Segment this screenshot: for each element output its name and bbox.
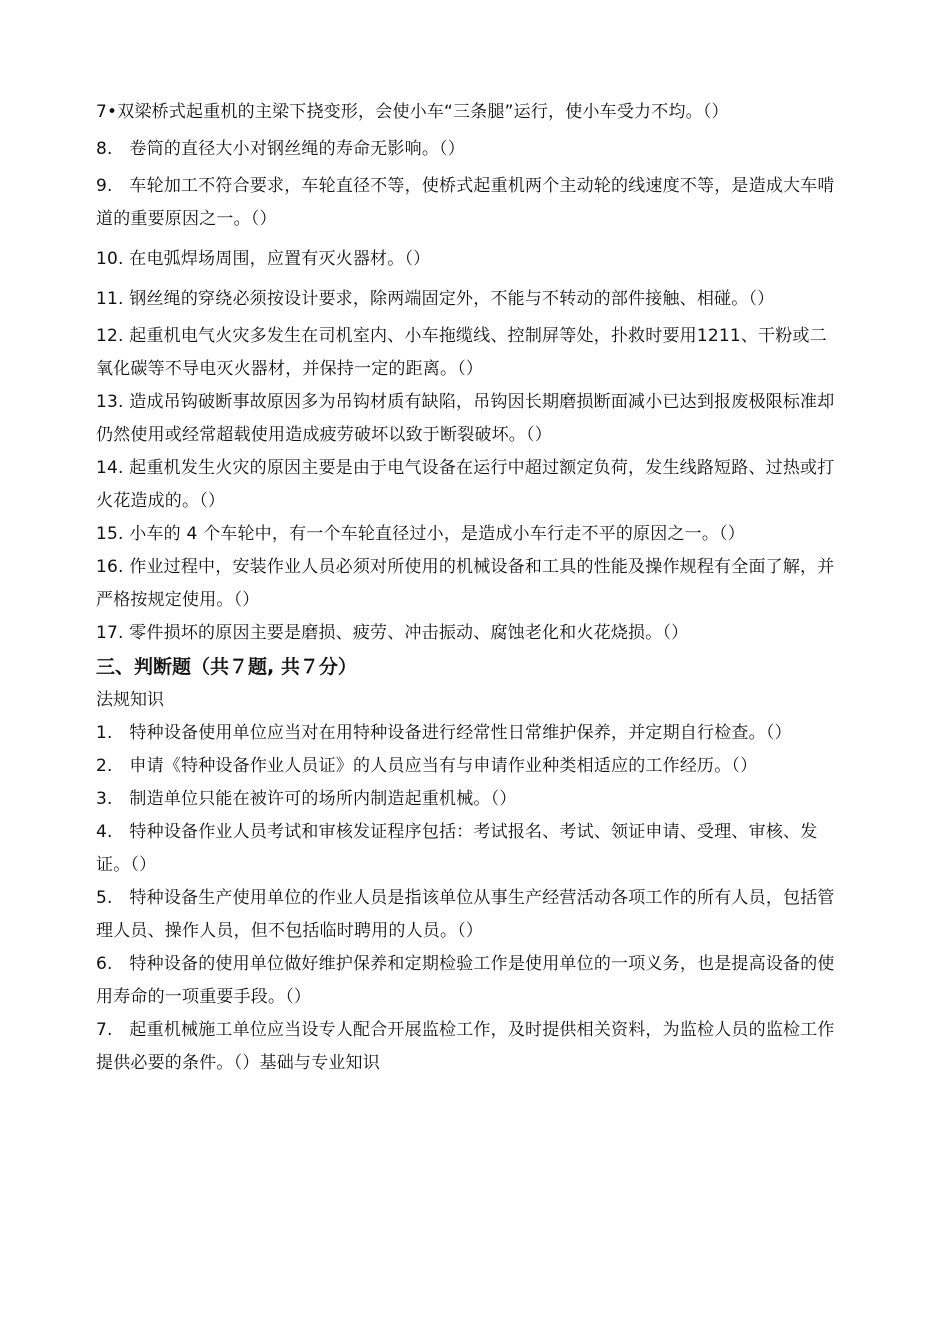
question-15: 15. 小车的 4 个车轮中，有一个车轮直径过小，是造成小车行走不平的原因之一。（）	[96, 524, 745, 544]
question-8: 8. 卷筒的直径大小对钢丝绳的寿命无影响。（）	[96, 139, 465, 159]
judgment-question-3: 3. 制造单位只能在被许可的场所内制造起重机械。（）	[96, 789, 517, 809]
subsection-label: 法规知识	[96, 690, 164, 710]
judgment-question-4: 4. 特种设备作业人员考试和审核发证程序包括：考试报名、考试、领证申请、受理、审核、发证。（）	[96, 822, 818, 875]
judgment-question-1: 1. 特种设备使用单位应当对在用特种设备进行经常性日常维护保养，并定期自行检查。（）	[96, 723, 792, 743]
judgment-question-7: 7. 起重机械施工单位应当设专人配合开展监检工作，及时提供相关资料，为监检人员的监检工作提供必要的条件。（）基础与专业知识	[96, 1020, 835, 1073]
question-13: 13. 造成吊钩破断事故原因多为吊钩材质有缺陷，吊钩因长期磨损断面减小已达到报废极限标准却仍然使用或经常超载使用造成疲劳破坏以致于断裂破坏。（）	[96, 392, 835, 445]
question-16: 16. 作业过程中，安装作业人员必须对所使用的机械设备和工具的性能及操作规程有全面了解，并严格按规定使用。（）	[96, 557, 835, 610]
question-10: 10. 在电弧焊场周围，应置有灭火器材。（）	[96, 249, 431, 269]
question-9: 9. 车轮加工不符合要求，车轮直径不等，使桥式起重机两个主动轮的线速度不等，是造成大车啃道的重要原因之一。（）	[96, 176, 835, 229]
question-7: 7•双梁桥式起重机的主梁下挠变形，会使小车“三条腿”运行，使小车受力不均。（）	[96, 102, 729, 122]
document-page	[96, 96, 842, 1080]
judgment-question-2: 2. 申请《特种设备作业人员证》的人员应当有与申请作业种类相适应的工作经历。（）	[96, 756, 758, 776]
section-title: 三、判断题（共７题, 共７分）	[96, 656, 357, 678]
question-14: 14. 起重机发生火灾的原因主要是由于电气设备在运行中超过额定负荷，发生线路短路、过热或打火花造成的。（）	[96, 458, 835, 511]
question-12: 12. 起重机电气火灾多发生在司机室内、小车拖缆线、控制屏等处，扑救时要用1211、干粉或二氧化碳等不导电灭火器材，并保持一定的距离。（）	[96, 326, 827, 379]
question-17: 17. 零件损坏的原因主要是磨损、疲劳、冲击振动、腐蚀老化和火花烧损。（）	[96, 623, 689, 643]
judgment-question-5: 5. 特种设备生产使用单位的作业人员是指该单位从事生产经营活动各项工作的所有人员，包括管理人员、操作人员，但不包括临时聘用的人员。（）	[96, 888, 835, 941]
question-11: 11. 钢丝绳的穿绕必须按设计要求，除两端固定外，不能与不转动的部件接触、相碰。（）	[96, 289, 775, 309]
judgment-question-6: 6. 特种设备的使用单位做好维护保养和定期检验工作是使用单位的一项义务，也是提高设备的使用寿命的一项重要手段。（）	[96, 954, 835, 1007]
